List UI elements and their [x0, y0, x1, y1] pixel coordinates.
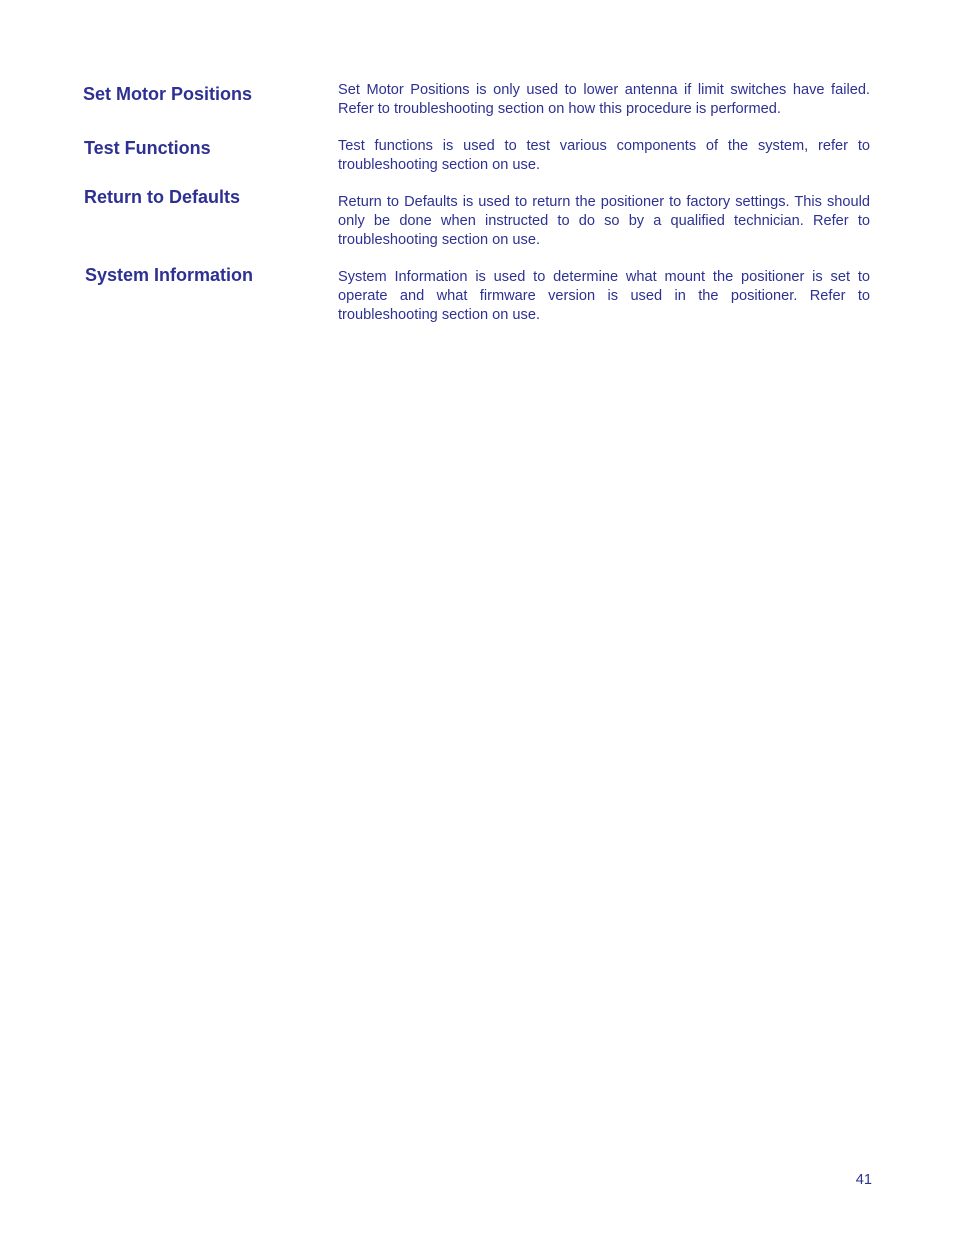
entry-heading-test-functions: Test Functions	[84, 138, 211, 158]
entry-heading-set-motor-positions: Set Motor Positions	[83, 84, 253, 104]
page-number: 41	[855, 1172, 872, 1188]
entry-heading-return-to-defaults: Return to Defaults	[84, 187, 241, 207]
entry-body-return-to-defaults: Return to Defaults is used to return the positioner to factory settings. This should only be done when instructed to do so by a qualified technician. Refer to troubleshooting section on use.	[338, 194, 870, 248]
entry-body-test-functions: Test functions is used to test various components of the system, refer to troubleshooting section on use.	[338, 138, 870, 173]
entry-body-set-motor-positions: Set Motor Positions is only used to lower antenna if limit switches have failed. Refer to troubleshooting section on how this procedure is performed.	[338, 82, 870, 117]
entry-heading-system-information: System Information	[85, 265, 254, 285]
entry-body-system-information: System Information is used to determine what mount the positioner is set to operate and what firmware version is used in the positioner. Refer to troubleshooting section on use.	[338, 269, 870, 323]
